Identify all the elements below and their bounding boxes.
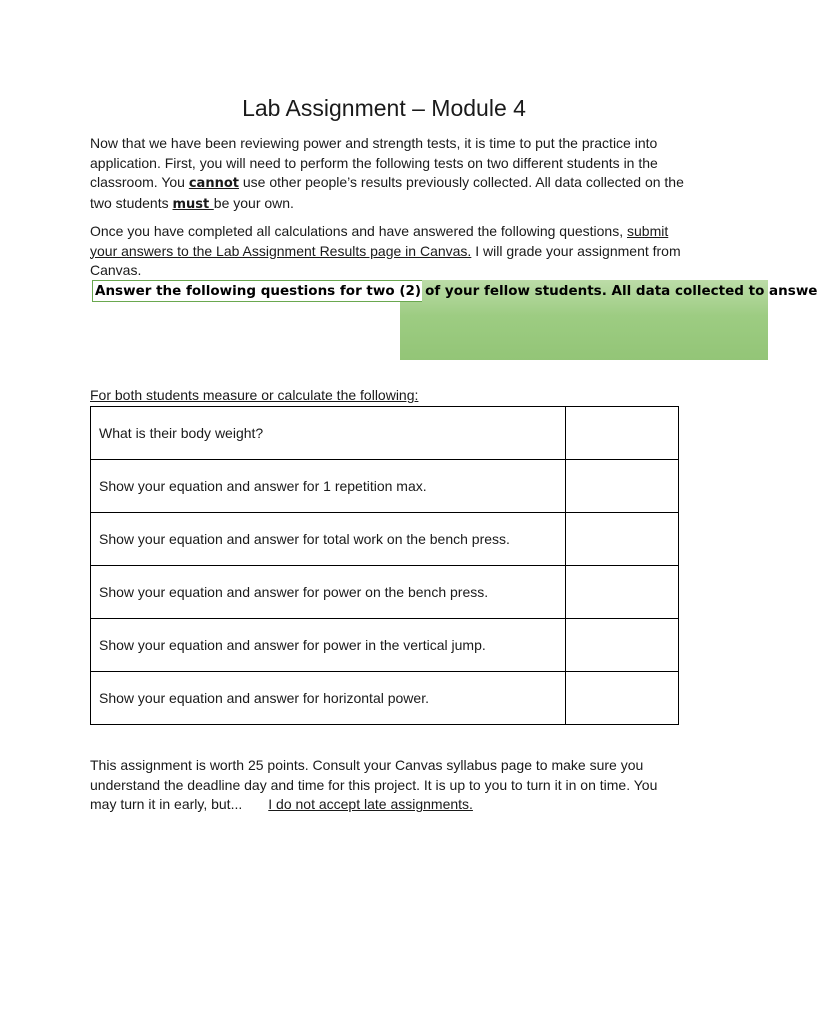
- table-row: [91, 672, 679, 725]
- question-cell: What is their body weight?: [91, 407, 566, 460]
- intro-text-2: use other people’s results previously collected. All data collected on the two students: [90, 174, 684, 211]
- cannot-emphasis: cannot: [188, 176, 239, 191]
- instructions-text-2: I will grade your assignment from Canvas.: [90, 242, 681, 278]
- answer-cell: [566, 672, 679, 725]
- questions-table: [90, 406, 679, 725]
- callout-banner: [92, 280, 817, 360]
- instructions-text-1: Once you have completed all calculations and have answered the following questions,: [90, 223, 627, 239]
- callout-text-boxed: Answer the following questions for two (2): [92, 280, 422, 302]
- table-row: [91, 460, 679, 513]
- question-cell: Show your equation and answer for 1 repetition max.: [91, 460, 566, 513]
- question-cell: Show your equation and answer for horizontal power.: [91, 672, 566, 725]
- table-row: [91, 513, 679, 566]
- closing-text: This assignment is worth 25 points. Consult your Canvas syllabus page to make sure you understand the deadline day and time for this project. It is up to you to turn it in on time. You may turn it in early, but...: [90, 757, 658, 812]
- callout-text-highlighted: of your fellow students. All data collected to answe: [425, 283, 817, 299]
- table-caption: For both students measure or calculate the following:: [90, 387, 419, 403]
- closing-paragraph: [90, 756, 680, 815]
- intro-text-3: be your own.: [213, 194, 294, 211]
- answer-cell: [566, 513, 679, 566]
- table-row: [91, 619, 679, 672]
- question-cell: Show your equation and answer for power on the bench press.: [91, 566, 566, 619]
- late-policy-text: I do not accept late assignments.: [268, 796, 473, 812]
- answer-cell: [566, 407, 679, 460]
- answer-cell: [566, 460, 679, 513]
- intro-text-1: Now that we have been reviewing power and strength tests, it is time to put the practice into application. First, you will need to perform the following tests on two different students in the classroom. You: [90, 135, 658, 190]
- page-title: Lab Assignment – Module 4: [242, 95, 526, 121]
- question-cell: Show your equation and answer for power in the vertical jump.: [91, 619, 566, 672]
- answer-cell: [566, 566, 679, 619]
- submit-instructions-link: submit your answers to the Lab Assignment Results page in Canvas.: [90, 223, 669, 259]
- must-emphasis: must: [172, 196, 214, 212]
- table-row: [91, 407, 679, 460]
- answer-cell: [566, 619, 679, 672]
- table-row: [91, 566, 679, 619]
- intro-paragraph: [90, 134, 690, 214]
- callout-text: [92, 280, 817, 302]
- instructions-paragraph: [90, 222, 690, 281]
- question-cell: Show your equation and answer for total work on the bench press.: [91, 513, 566, 566]
